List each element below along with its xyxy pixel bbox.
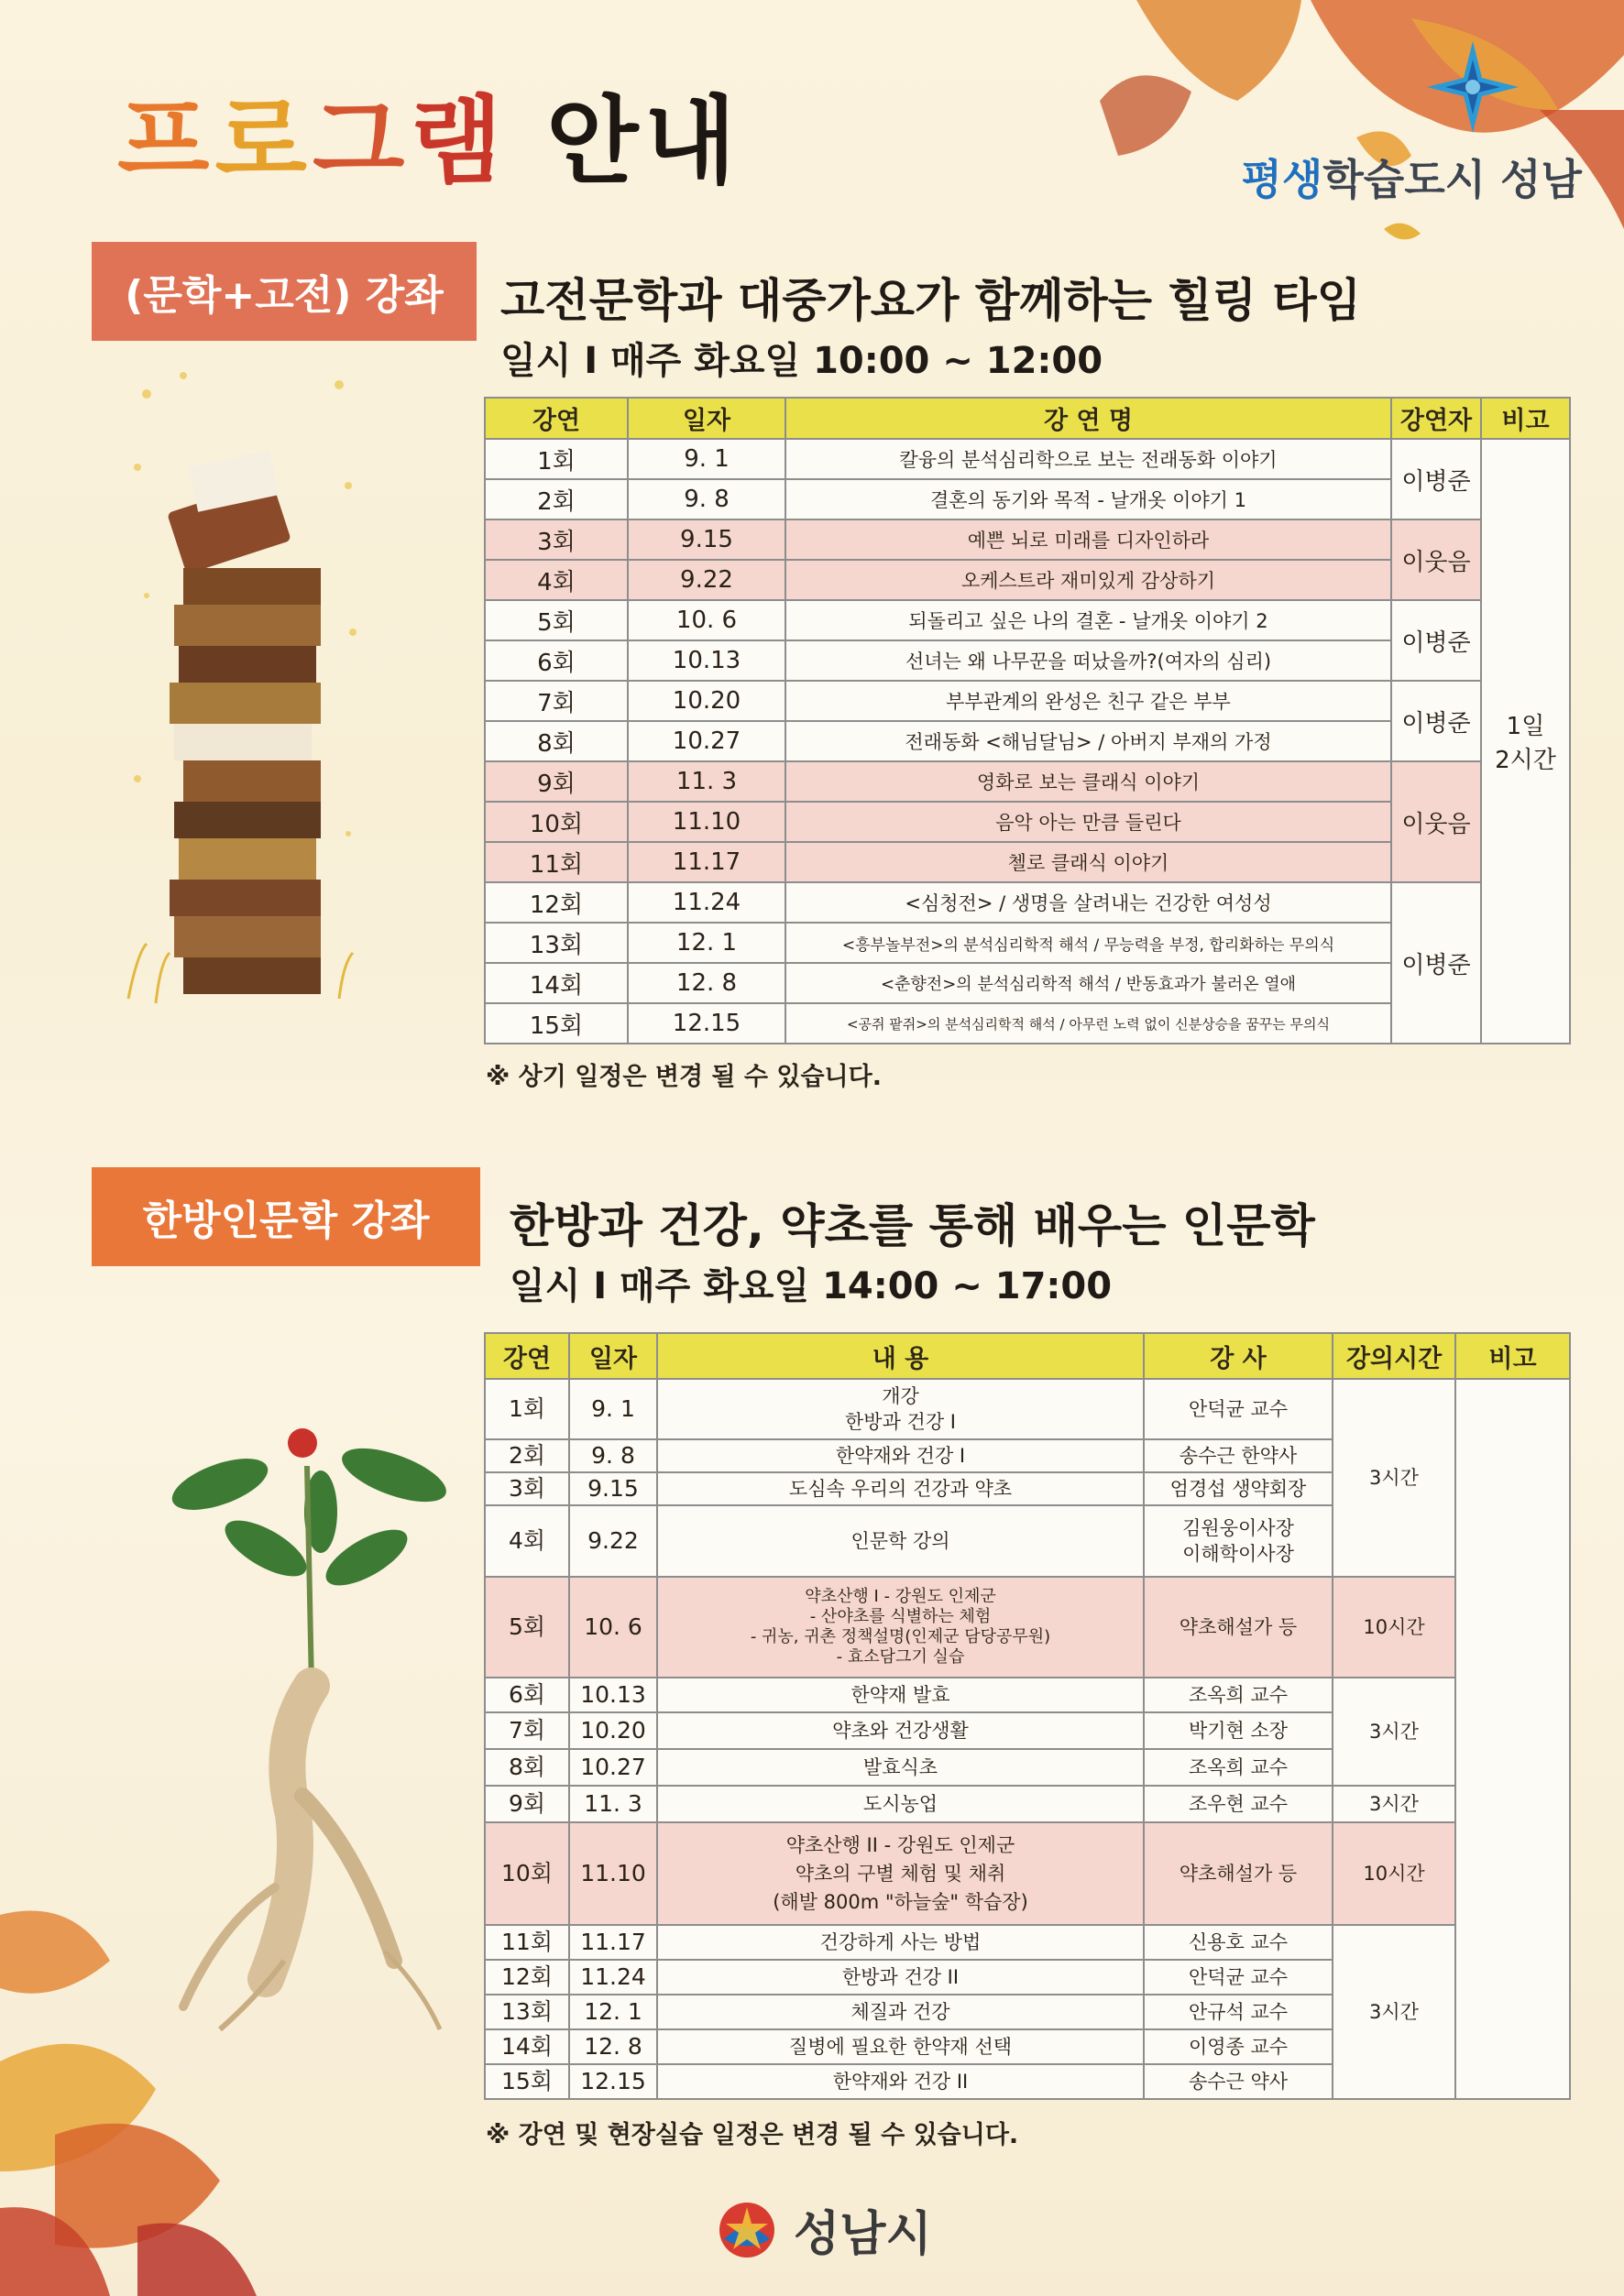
lecture-title: <흥부놀부전>의 분석심리학적 해석 / 무능력을 부정, 합리화하는 무의식 (785, 923, 1391, 963)
lecture-date: 10.27 (569, 1749, 657, 1786)
lecture-content: 약초산행 II - 강원도 인제군 약초의 구별 체험 및 채취 (해발 800m "하늘숲" 학습장) (657, 1822, 1144, 1925)
col-header: 강의시간 (1333, 1333, 1455, 1379)
lecture-number: 12회 (485, 882, 628, 923)
lecturer: 김원웅이사장 이해학이사장 (1144, 1505, 1333, 1577)
title-part: 프 (117, 85, 215, 197)
lecture-hours: 3시간 (1333, 1786, 1455, 1822)
lecture-title: 선녀는 왜 나무꾼을 떠났을까?(여자의 심리) (785, 640, 1391, 681)
lecturer: 약초해설가 등 (1144, 1822, 1333, 1925)
table-row (485, 1678, 1570, 1712)
lecture-date: 9. 8 (569, 1439, 657, 1472)
speaker: 이병준 (1391, 439, 1481, 519)
table-row (485, 761, 1570, 802)
lecturer: 조우현 교수 (1144, 1786, 1333, 1822)
lecture-number: 12회 (485, 1960, 569, 1995)
table-row (485, 1577, 1570, 1678)
lecture-content: 한약재와 건강 I (657, 1439, 1144, 1472)
lecture-content: 개강 한방과 건강 I (657, 1379, 1144, 1439)
lecture-date: 11.24 (628, 882, 785, 923)
lecture-title: 예쁜 뇌로 미래를 디자인하라 (785, 519, 1391, 560)
table-row (485, 1379, 1570, 1439)
speaker: 이웃음 (1391, 519, 1481, 600)
table-row (485, 600, 1570, 640)
section1-schedule: 일시 I 매주 화요일 10:00 ~ 12:00 (500, 340, 1103, 382)
lecture-number: 9회 (485, 1786, 569, 1822)
col-header: 강 사 (1144, 1333, 1333, 1379)
section1-badge: (문학+고전) 강좌 (92, 242, 477, 341)
table-row (485, 1786, 1570, 1822)
seongnam-city-logo (715, 2195, 932, 2264)
lecture-number: 6회 (485, 640, 628, 681)
lecture-date: 9. 1 (569, 1379, 657, 1439)
lecture-date: 10.13 (628, 640, 785, 681)
col-header: 내 용 (657, 1333, 1144, 1379)
lecture-number: 13회 (485, 923, 628, 963)
lecturer: 이영종 교수 (1144, 2029, 1333, 2064)
section1-footnote: ※ 상기 일정은 변경 될 수 있습니다. (486, 1063, 882, 1091)
lecturer: 안규석 교수 (1144, 1995, 1333, 2029)
lecture-date: 12. 8 (628, 963, 785, 1003)
lecture-title: 부부관계의 완성은 친구 같은 부부 (785, 681, 1391, 721)
lecture-title: 음악 아는 만큼 들린다 (785, 802, 1391, 842)
seongnam-emblem-icon (715, 2198, 779, 2262)
col-header: 강연 (485, 398, 628, 439)
ginseng-illustration (165, 1411, 467, 2034)
title-part: 램 (410, 85, 508, 197)
table-row (485, 681, 1570, 721)
lecture-date: 12. 8 (569, 2029, 657, 2064)
lecture-date: 9. 1 (628, 439, 785, 479)
lifelong-learning-logo-icon (1422, 37, 1523, 137)
lecture-number: 3회 (485, 519, 628, 560)
lecture-date: 12.15 (569, 2064, 657, 2099)
lecture-date: 11. 3 (628, 761, 785, 802)
lecture-number: 1회 (485, 1379, 569, 1439)
col-header: 강연 (485, 1333, 569, 1379)
table-row (485, 1822, 1570, 1925)
lecture-number: 5회 (485, 1577, 569, 1678)
lecturer: 송수근 약사 (1144, 2064, 1333, 2099)
lecture-title: 되돌리고 싶은 나의 결혼 - 날개옷 이야기 2 (785, 600, 1391, 640)
lecture-number: 8회 (485, 721, 628, 761)
col-header: 비고 (1455, 1333, 1570, 1379)
lecture-date: 11. 3 (569, 1786, 657, 1822)
lecture-number: 2회 (485, 479, 628, 519)
lecture-content: 도시농업 (657, 1786, 1144, 1822)
note-cell (1455, 1379, 1570, 2099)
title-part: 그 (312, 85, 411, 197)
speaker: 이웃음 (1391, 761, 1481, 882)
autumn-leaves-top-right (1081, 0, 1624, 257)
lecture-hours: 3시간 (1333, 1678, 1455, 1786)
lecturer: 엄경섭 생약회장 (1144, 1472, 1333, 1505)
lecture-date: 10. 6 (628, 600, 785, 640)
col-header: 일자 (569, 1333, 657, 1379)
lecture-number: 7회 (485, 1712, 569, 1749)
lecture-number: 11회 (485, 1925, 569, 1960)
lecture-date: 10.13 (569, 1678, 657, 1712)
lecture-hours: 3시간 (1333, 1379, 1455, 1577)
title-part: 안내 (546, 85, 742, 197)
lecture-date: 9.22 (569, 1505, 657, 1577)
book-stack-illustration (119, 357, 376, 1017)
lecture-number: 9회 (485, 761, 628, 802)
lecture-date: 11.10 (569, 1822, 657, 1925)
lecture-content: 인문학 강의 (657, 1505, 1144, 1577)
lecture-content: 도심속 우리의 건강과 약초 (657, 1472, 1144, 1505)
brand-name (1241, 147, 1582, 207)
lecture-date: 9.15 (628, 519, 785, 560)
section2-title: 한방과 건강, 약초를 통해 배우는 인문학 (510, 1199, 1315, 1252)
lecture-date: 9.22 (628, 560, 785, 600)
lecture-date: 11.24 (569, 1960, 657, 1995)
lecture-title: 첼로 클래식 이야기 (785, 842, 1391, 882)
table-row (485, 519, 1570, 560)
col-header: 비고 (1481, 398, 1570, 439)
title-part: 로 (214, 85, 313, 197)
brand-part: 평생 (1241, 155, 1323, 204)
lecture-title: 전래동화 <해님달님> / 아버지 부재의 가정 (785, 721, 1391, 761)
lecture-date: 10.20 (628, 681, 785, 721)
lecture-title: 칼융의 분석심리학으로 보는 전래동화 이야기 (785, 439, 1391, 479)
lecturer: 박기현 소장 (1144, 1712, 1333, 1749)
lecture-number: 3회 (485, 1472, 569, 1505)
lecture-number: 1회 (485, 439, 628, 479)
lecture-date: 10.20 (569, 1712, 657, 1749)
lecture-number: 8회 (485, 1749, 569, 1786)
section2-badge: 한방인문학 강좌 (92, 1167, 480, 1266)
lecture-title: 영화로 보는 클래식 이야기 (785, 761, 1391, 802)
speaker: 이병준 (1391, 681, 1481, 761)
table-row (485, 882, 1570, 923)
lecture-number: 6회 (485, 1678, 569, 1712)
lecture-number: 10회 (485, 1822, 569, 1925)
section1-schedule-table (484, 397, 1571, 1044)
speaker: 이병준 (1391, 600, 1481, 681)
note: 1일 2시간 (1481, 439, 1570, 1044)
lecturer: 조옥희 교수 (1144, 1678, 1333, 1712)
lecture-date: 10.27 (628, 721, 785, 761)
lecture-number: 4회 (485, 560, 628, 600)
footer-city-name: 성남시 (794, 2207, 932, 2262)
lecture-date: 12. 1 (628, 923, 785, 963)
lecture-number: 4회 (485, 1505, 569, 1577)
lecture-number: 14회 (485, 2029, 569, 2064)
lecture-number: 5회 (485, 600, 628, 640)
lecture-date: 12.15 (628, 1003, 785, 1044)
lecture-date: 9. 8 (628, 479, 785, 519)
lecture-content: 한방과 건강 II (657, 1960, 1144, 1995)
lecture-content: 한약재 발효 (657, 1678, 1144, 1712)
lecture-title: <춘향전>의 분석심리학적 해석 / 반동효과가 불러온 열애 (785, 963, 1391, 1003)
lecturer: 안덕균 교수 (1144, 1379, 1333, 1439)
lecture-date: 11.17 (628, 842, 785, 882)
lecture-number: 13회 (485, 1995, 569, 2029)
page-title (117, 64, 741, 202)
col-header: 강연자 (1391, 398, 1481, 439)
lecture-title: <공쥐 팥쥐>의 분석심리학적 해석 / 아무런 노력 없이 신분상승을 꿈꾸는 무의식 (785, 1003, 1391, 1044)
lecture-content: 발효식초 (657, 1749, 1144, 1786)
table-row (485, 439, 1570, 479)
lecture-number: 10회 (485, 802, 628, 842)
lecturer: 송수근 한약사 (1144, 1439, 1333, 1472)
lecture-title: 결혼의 동기와 목적 - 날개옷 이야기 1 (785, 479, 1391, 519)
lecture-content: 체질과 건강 (657, 1995, 1144, 2029)
lecture-date: 11.17 (569, 1925, 657, 1960)
lecture-date: 12. 1 (569, 1995, 657, 2029)
col-header: 강 연 명 (785, 398, 1391, 439)
lecture-date: 10. 6 (569, 1577, 657, 1678)
lecturer: 안덕균 교수 (1144, 1960, 1333, 1995)
lecture-number: 11회 (485, 842, 628, 882)
lecture-title: 오케스트라 재미있게 감상하기 (785, 560, 1391, 600)
col-header: 일자 (628, 398, 785, 439)
brand-part: 학습도시 성남 (1322, 155, 1582, 204)
lecture-content: 질병에 필요한 한약재 선택 (657, 2029, 1144, 2064)
lecture-number: 15회 (485, 1003, 628, 1044)
lecture-hours: 10시간 (1333, 1822, 1455, 1925)
section2-footnote: ※ 강연 및 현장실습 일정은 변경 될 수 있습니다. (486, 2121, 1019, 2149)
lecture-number: 2회 (485, 1439, 569, 1472)
lecture-hours: 3시간 (1333, 1925, 1455, 2099)
lecture-content: 약초와 건강생활 (657, 1712, 1144, 1749)
lecturer: 약초해설가 등 (1144, 1577, 1333, 1678)
section2-schedule-table (484, 1332, 1571, 2100)
lecture-date: 9.15 (569, 1472, 657, 1505)
lecture-title: <심청전> / 생명을 살려내는 건강한 여성성 (785, 882, 1391, 923)
lecturer: 신용호 교수 (1144, 1925, 1333, 1960)
lecture-content: 약초산행 I - 강원도 인제군 - 산야초를 식별하는 체험 - 귀농, 귀촌 정책설명(인제군 담당공무원) - 효소담그기 실습 (657, 1577, 1144, 1678)
lecture-number: 7회 (485, 681, 628, 721)
table-row (485, 1925, 1570, 1960)
section1-title: 고전문학과 대중가요가 함께하는 힐링 타임 (500, 274, 1362, 327)
speaker: 이병준 (1391, 882, 1481, 1044)
lecture-hours: 10시간 (1333, 1577, 1455, 1678)
section2-schedule: 일시 I 매주 화요일 14:00 ~ 17:00 (510, 1265, 1113, 1307)
lecturer: 조옥희 교수 (1144, 1749, 1333, 1786)
lecture-content: 한약재와 건강 II (657, 2064, 1144, 2099)
lecture-number: 14회 (485, 963, 628, 1003)
lecture-number: 15회 (485, 2064, 569, 2099)
lecture-content: 건강하게 사는 방법 (657, 1925, 1144, 1960)
lecture-date: 11.10 (628, 802, 785, 842)
